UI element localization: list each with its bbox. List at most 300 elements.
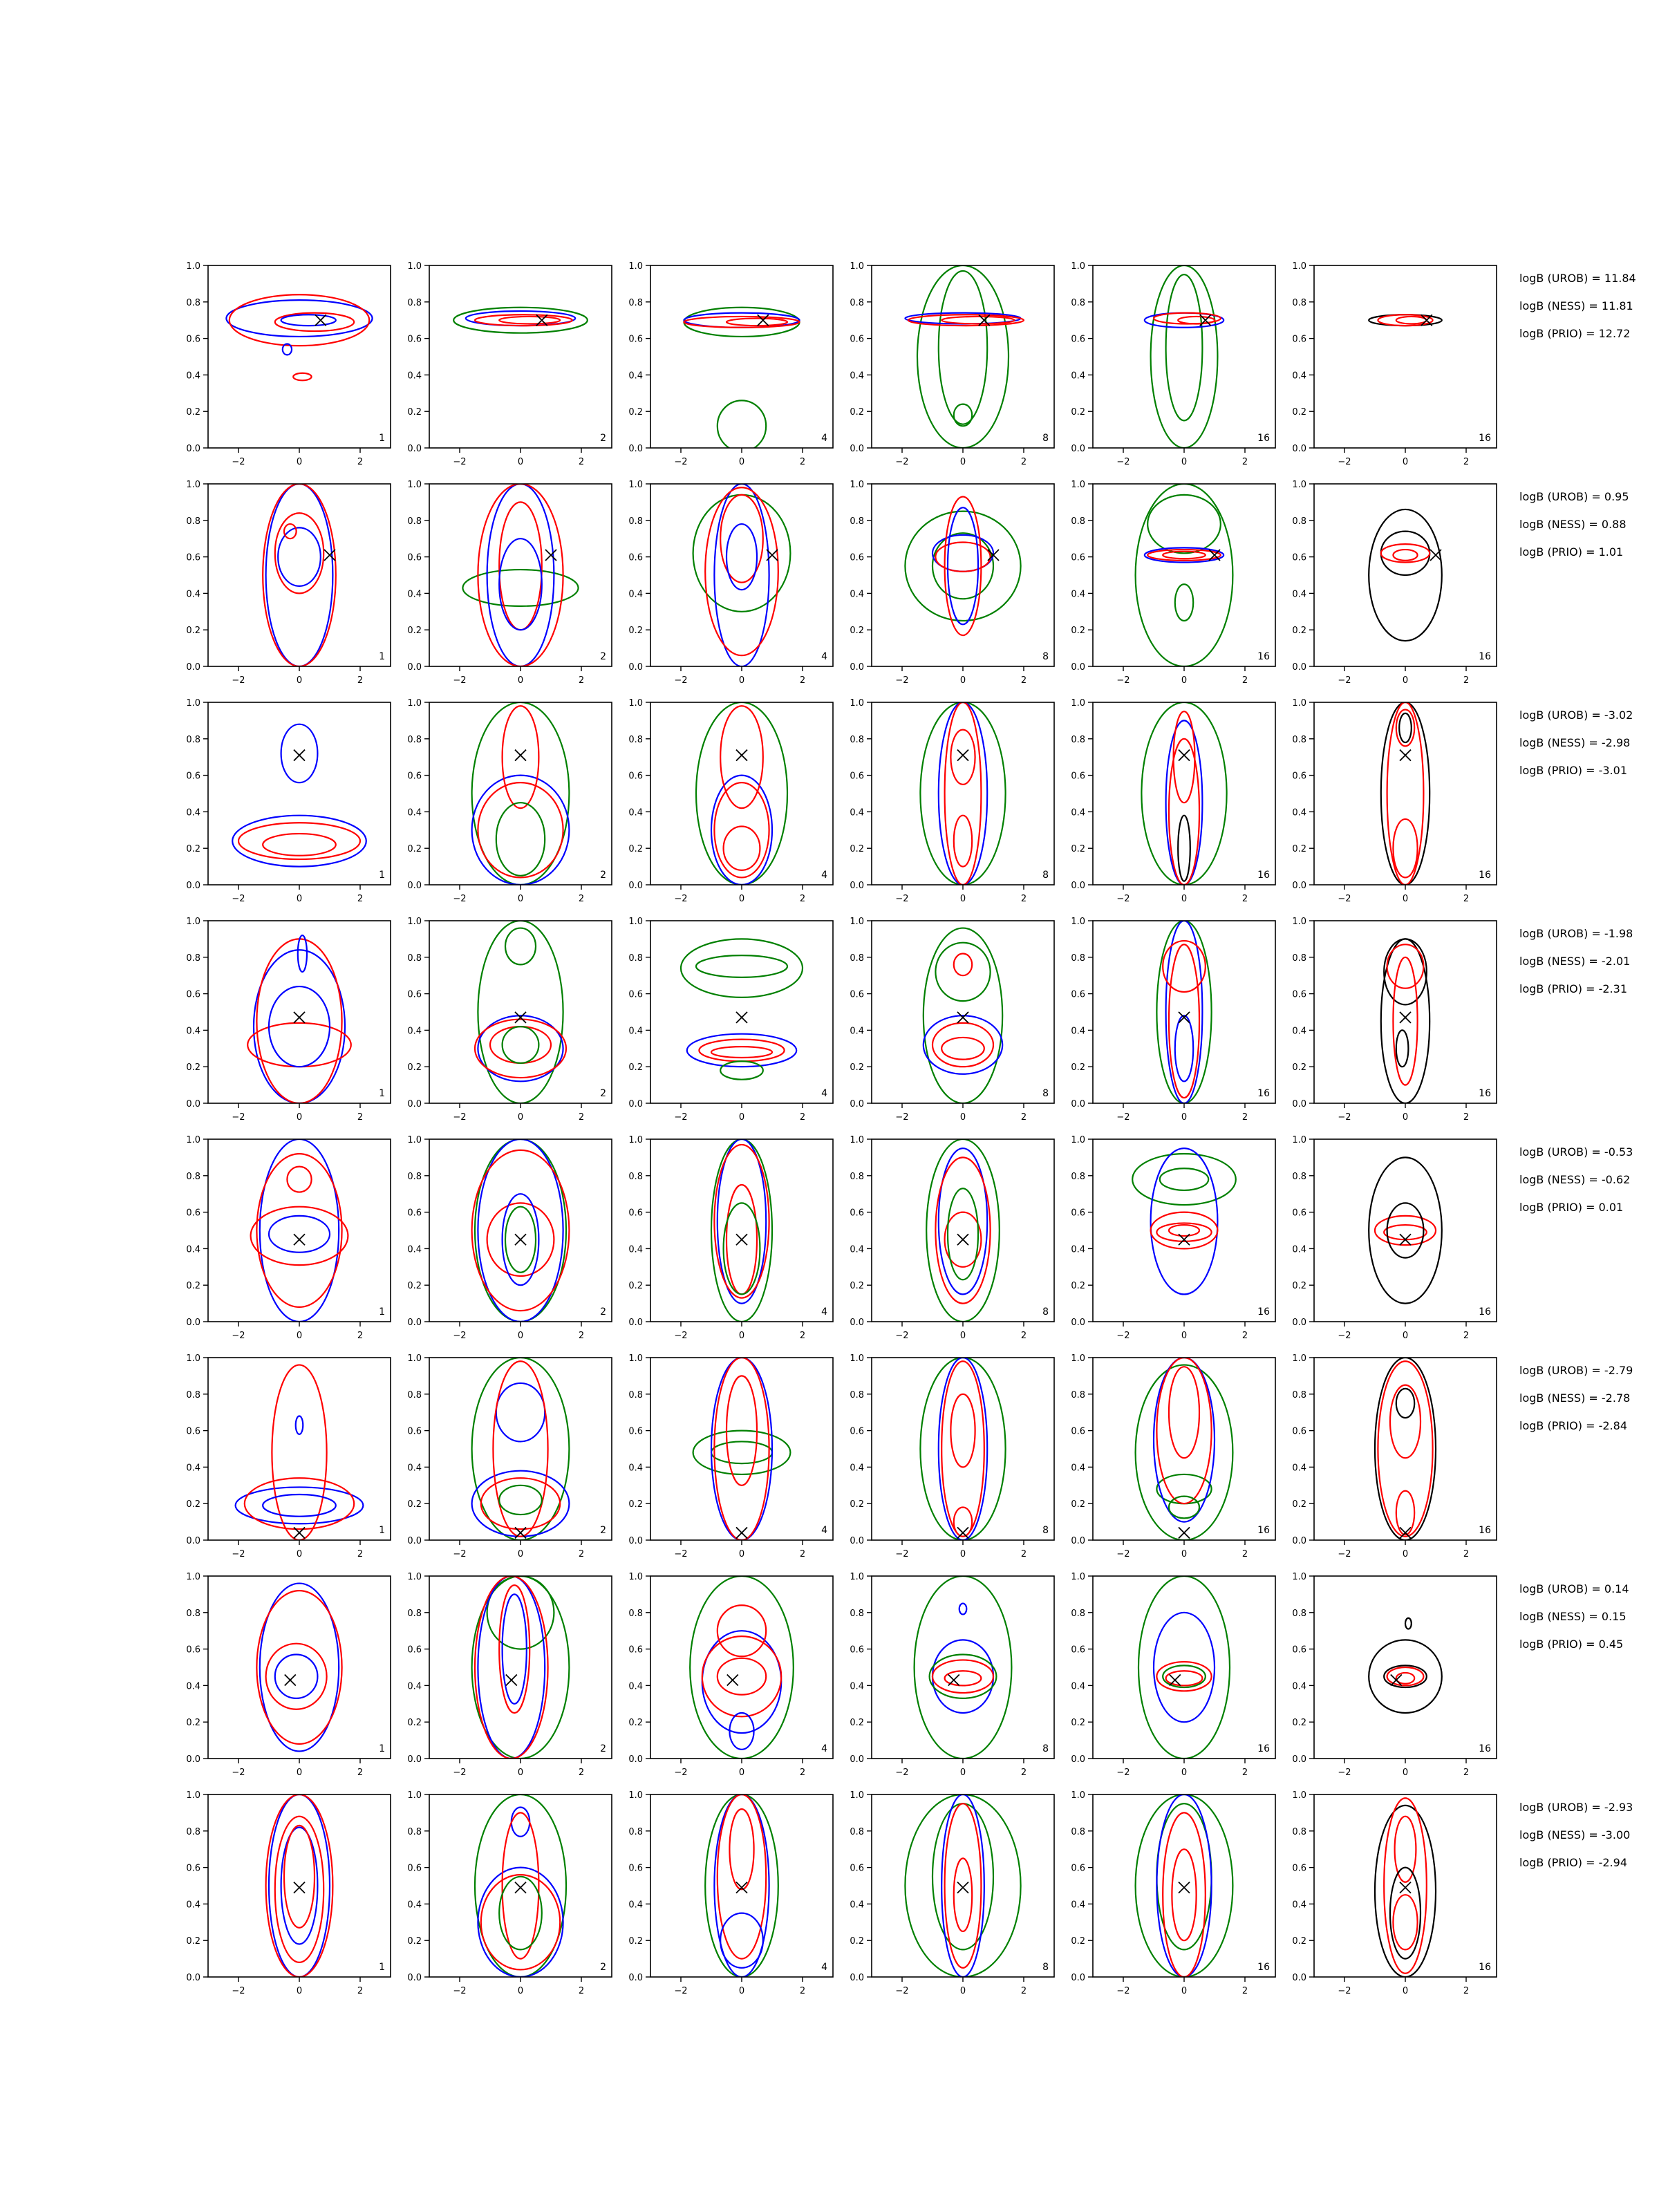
contour-line <box>263 484 336 666</box>
logb-annotation: logB (UROB) = -2.79 <box>1519 1364 1633 1377</box>
x-tick-label: 0 <box>738 1768 745 1778</box>
contour-line <box>284 524 297 538</box>
x-tick-label: 0 <box>1402 1986 1409 1996</box>
subplot-count-label: 16 <box>1479 1743 1491 1754</box>
y-tick-label: 0.2 <box>1071 1281 1085 1292</box>
y-tick-label: 0.4 <box>1071 1463 1085 1474</box>
y-tick-label: 1.0 <box>850 1790 864 1801</box>
contour-line <box>1393 1895 1417 1949</box>
subplot-count-label: 4 <box>821 433 827 444</box>
y-tick-label: 0.6 <box>186 1644 200 1656</box>
contour-line <box>1387 1203 1424 1257</box>
y-tick-label: 0.6 <box>186 1426 200 1437</box>
contour-line <box>954 954 972 976</box>
true-value-marker <box>545 550 556 561</box>
subplot-r3-c5 <box>1071 698 1275 904</box>
true-value-marker <box>957 750 968 761</box>
x-tick-label: 2 <box>1241 1986 1248 1996</box>
x-tick-label: −2 <box>232 457 245 467</box>
x-tick-label: 2 <box>578 894 585 904</box>
y-tick-label: 0.4 <box>850 1463 864 1474</box>
subplot-r3-c2 <box>407 698 612 904</box>
subplot-r5-c6 <box>1292 1135 1497 1341</box>
y-tick-label: 0.2 <box>186 1936 200 1947</box>
contour-group <box>475 921 566 1103</box>
subplot-count-label: 4 <box>821 870 827 881</box>
x-tick-label: −2 <box>1338 675 1351 686</box>
contour-group <box>1141 702 1226 885</box>
x-tick-label: 0 <box>296 894 303 904</box>
subplot-r1-c6 <box>1292 261 1497 467</box>
y-tick-label: 0.0 <box>1071 1099 1085 1109</box>
x-tick-label: 2 <box>799 1549 806 1559</box>
contour-line <box>1378 1361 1432 1536</box>
y-tick-label: 1.0 <box>1071 917 1085 927</box>
y-tick-label: 0.2 <box>628 407 643 418</box>
contour-line <box>939 1148 987 1294</box>
contour-line <box>714 782 769 877</box>
y-tick-label: 0.2 <box>1071 1718 1085 1729</box>
y-tick-label: 0.6 <box>1071 1644 1085 1656</box>
x-tick-label: 0 <box>738 457 745 467</box>
y-tick-label: 0.8 <box>1292 1171 1306 1182</box>
y-tick-label: 0.8 <box>850 297 864 308</box>
y-tick-label: 0.4 <box>407 807 422 818</box>
logb-annotation: logB (PRIO) = 1.01 <box>1519 545 1624 559</box>
contour-group <box>472 1576 570 1759</box>
y-tick-label: 0.8 <box>186 953 200 964</box>
y-tick-label: 0.6 <box>186 334 200 345</box>
axes-frame <box>429 702 612 885</box>
x-tick-label: 2 <box>1241 457 1248 467</box>
y-tick-label: 0.0 <box>407 881 422 891</box>
y-tick-label: 0.2 <box>628 1281 643 1292</box>
contour-line <box>1136 484 1233 666</box>
axes-frame <box>1314 702 1497 885</box>
x-tick-label: 2 <box>1463 1331 1470 1341</box>
subplot-r2-c1 <box>186 480 391 686</box>
y-tick-label: 0.0 <box>628 1754 643 1765</box>
contour-line <box>714 1794 769 1977</box>
x-tick-label: −2 <box>1116 1768 1130 1778</box>
contour-group <box>1369 1157 1442 1303</box>
contour-line <box>499 1485 542 1515</box>
y-tick-label: 1.0 <box>186 698 200 709</box>
y-tick-label: 1.0 <box>407 1135 422 1145</box>
x-tick-label: 2 <box>357 894 364 904</box>
contour-line <box>281 1828 318 1944</box>
y-tick-label: 0.4 <box>628 371 643 382</box>
subplot-r4-c2 <box>407 917 612 1123</box>
y-tick-label: 0.4 <box>850 1026 864 1037</box>
y-tick-label: 0.4 <box>628 1681 643 1692</box>
logb-annotation: logB (PRIO) = 12.72 <box>1519 327 1631 340</box>
logb-annotation: logB (NESS) = -2.98 <box>1519 736 1631 749</box>
y-tick-label: 0.6 <box>1292 1644 1306 1656</box>
y-tick-label: 1.0 <box>186 1353 200 1364</box>
y-tick-label: 0.6 <box>628 334 643 345</box>
contour-line <box>1169 1497 1199 1519</box>
subplot-count-label: 4 <box>821 1743 827 1754</box>
y-tick-label: 0.4 <box>1292 371 1306 382</box>
subplot-count-label: 1 <box>379 1088 385 1099</box>
contour-line <box>924 1015 1002 1074</box>
x-tick-label: 2 <box>1020 457 1027 467</box>
contour-line <box>478 1868 563 1977</box>
contour-line <box>1396 1389 1414 1418</box>
x-tick-label: −2 <box>232 894 245 904</box>
subplot-r7-c3 <box>628 1572 833 1778</box>
contour-line <box>948 1188 978 1280</box>
x-tick-label: 2 <box>357 1112 364 1123</box>
x-tick-label: −2 <box>674 1549 688 1559</box>
y-tick-label: 0.0 <box>1071 1536 1085 1546</box>
subplot-r8-c4 <box>850 1790 1054 1996</box>
subplot-r7-c5 <box>1071 1572 1275 1778</box>
contour-group <box>905 1794 1020 1977</box>
contour-group <box>690 1576 794 1759</box>
contour-line <box>278 527 321 585</box>
true-value-marker <box>736 1234 747 1245</box>
y-tick-label: 0.0 <box>1292 1536 1306 1546</box>
y-tick-label: 1.0 <box>628 917 643 927</box>
x-tick-label: 2 <box>1463 457 1470 467</box>
y-tick-label: 0.0 <box>628 1318 643 1328</box>
y-tick-label: 0.8 <box>1071 1389 1085 1400</box>
contour-line <box>1163 1812 1206 1977</box>
y-tick-label: 0.4 <box>1071 1900 1085 1911</box>
y-tick-label: 0.8 <box>407 734 422 745</box>
y-tick-label: 0.2 <box>186 844 200 855</box>
contour-group <box>236 1365 364 1540</box>
y-tick-label: 0.0 <box>186 1536 200 1546</box>
true-value-marker <box>1209 550 1220 561</box>
y-tick-label: 0.6 <box>1071 989 1085 1000</box>
y-tick-label: 0.6 <box>407 1426 422 1437</box>
contour-line <box>478 782 563 877</box>
contour-group <box>1381 702 1430 885</box>
true-value-marker <box>515 1012 526 1023</box>
subplot-count-label: 16 <box>1479 1088 1491 1099</box>
subplot-count-label: 1 <box>379 1743 385 1754</box>
x-tick-label: 0 <box>1181 675 1188 686</box>
y-tick-label: 0.8 <box>407 1826 422 1837</box>
y-tick-label: 0.2 <box>850 407 864 418</box>
logb-annotation: logB (UROB) = -0.53 <box>1519 1145 1633 1159</box>
contour-line <box>1396 1030 1409 1067</box>
contour-line <box>245 1478 354 1529</box>
y-tick-label: 0.6 <box>1292 989 1306 1000</box>
contour-line <box>1169 1367 1199 1458</box>
x-tick-label: −2 <box>232 1112 245 1123</box>
true-value-marker <box>515 1882 526 1893</box>
axes-frame <box>208 265 391 448</box>
x-tick-label: −2 <box>674 1768 688 1778</box>
subplot-count-label: 16 <box>1257 651 1270 662</box>
x-tick-label: −2 <box>674 1112 688 1123</box>
x-tick-label: 0 <box>517 1549 524 1559</box>
contour-line <box>293 373 311 381</box>
y-tick-label: 1.0 <box>1292 1572 1306 1582</box>
y-tick-label: 1.0 <box>1071 698 1085 709</box>
subplot-r1-c5 <box>1071 261 1275 467</box>
y-tick-label: 0.4 <box>1292 1681 1306 1692</box>
contour-line <box>711 776 772 885</box>
x-tick-label: 2 <box>1020 1768 1027 1778</box>
contour-group <box>232 724 366 867</box>
contour-line <box>939 1358 987 1540</box>
y-tick-label: 0.2 <box>1071 844 1085 855</box>
subplot-count-label: 2 <box>600 1306 606 1318</box>
subplot-r5-c2 <box>407 1135 612 1341</box>
x-tick-label: −2 <box>674 457 688 467</box>
y-tick-label: 0.6 <box>407 989 422 1000</box>
axes-frame <box>872 921 1054 1103</box>
contour-line <box>935 943 990 1001</box>
x-tick-label: −2 <box>1116 1331 1130 1341</box>
x-tick-label: 0 <box>1402 1112 1409 1123</box>
subplot-count-label: 1 <box>379 433 385 444</box>
contour-line <box>945 1803 982 1968</box>
y-tick-label: 0.4 <box>628 589 643 600</box>
contour-line <box>247 1023 351 1067</box>
contour-line <box>932 1660 993 1693</box>
x-tick-label: 0 <box>1402 457 1409 467</box>
y-tick-label: 0.2 <box>407 1718 422 1729</box>
contour-line <box>935 1157 990 1303</box>
contour-group <box>696 702 787 885</box>
y-tick-label: 0.0 <box>407 1318 422 1328</box>
subplot-r3-c6 <box>1292 698 1497 904</box>
y-tick-label: 0.0 <box>407 1973 422 1983</box>
subplot-count-label: 2 <box>600 1962 606 1973</box>
y-tick-label: 0.6 <box>1292 1863 1306 1874</box>
contour-line <box>1393 819 1417 877</box>
y-tick-label: 0.0 <box>186 444 200 454</box>
true-value-marker <box>957 1234 968 1245</box>
x-tick-label: −2 <box>895 675 909 686</box>
x-tick-label: −2 <box>453 1768 467 1778</box>
x-tick-label: 0 <box>1181 1549 1188 1559</box>
y-tick-label: 0.4 <box>1292 1463 1306 1474</box>
x-tick-label: 2 <box>1241 1768 1248 1778</box>
y-tick-label: 0.4 <box>186 1900 200 1911</box>
contour-group <box>256 1584 341 1752</box>
y-tick-label: 0.4 <box>628 1026 643 1037</box>
subplot-r5-c3 <box>628 1135 833 1341</box>
y-tick-label: 0.2 <box>407 1281 422 1292</box>
subplot-count-label: 1 <box>379 1306 385 1318</box>
subplot-count-label: 8 <box>1042 1525 1049 1536</box>
x-tick-label: 0 <box>517 1331 524 1341</box>
x-tick-label: 2 <box>578 1768 585 1778</box>
y-tick-label: 1.0 <box>628 261 643 272</box>
contour-line <box>1381 544 1430 562</box>
x-tick-label: 2 <box>799 457 806 467</box>
y-tick-label: 0.6 <box>850 334 864 345</box>
y-tick-label: 0.8 <box>628 734 643 745</box>
contour-line <box>487 484 554 666</box>
contour-line <box>1136 1365 1233 1540</box>
y-tick-label: 1.0 <box>407 917 422 927</box>
true-value-marker <box>1179 1527 1190 1538</box>
contour-line <box>505 928 536 965</box>
x-tick-label: 0 <box>296 1331 303 1341</box>
y-tick-label: 0.2 <box>1071 407 1085 418</box>
y-tick-label: 0.2 <box>1071 1499 1085 1510</box>
y-tick-label: 0.4 <box>1071 1244 1085 1255</box>
subplot-count-label: 2 <box>600 433 606 444</box>
axes-frame <box>1093 921 1275 1103</box>
contour-line <box>284 1826 315 1928</box>
y-tick-label: 0.4 <box>407 1026 422 1037</box>
x-tick-label: −2 <box>453 457 467 467</box>
y-tick-label: 0.6 <box>1071 1208 1085 1219</box>
y-tick-label: 0.4 <box>407 1681 422 1692</box>
x-tick-label: 0 <box>1181 1986 1188 1996</box>
contour-line <box>948 507 978 624</box>
y-tick-label: 0.8 <box>407 297 422 308</box>
axes-frame <box>429 921 612 1103</box>
subplot-count-label: 8 <box>1042 1088 1049 1099</box>
contour-line <box>932 1640 993 1713</box>
contour-line <box>941 317 1015 324</box>
y-tick-label: 1.0 <box>407 698 422 709</box>
y-tick-label: 0.8 <box>1292 516 1306 527</box>
contour-line <box>1178 317 1215 324</box>
y-tick-label: 0.0 <box>1071 1973 1085 1983</box>
contour-line <box>238 823 360 859</box>
y-tick-label: 0.8 <box>1292 1826 1306 1837</box>
y-tick-label: 0.8 <box>186 1826 200 1837</box>
y-tick-label: 1.0 <box>628 1353 643 1364</box>
y-tick-label: 1.0 <box>186 1572 200 1582</box>
y-tick-label: 0.2 <box>186 1062 200 1074</box>
x-tick-label: −2 <box>1116 1986 1130 1996</box>
x-tick-label: 0 <box>738 1331 745 1341</box>
y-tick-label: 0.6 <box>1292 552 1306 563</box>
y-tick-label: 0.6 <box>1292 771 1306 782</box>
subplot-count-label: 8 <box>1042 651 1049 662</box>
subplot-r5-c1 <box>186 1135 391 1341</box>
y-tick-label: 0.6 <box>186 552 200 563</box>
x-tick-label: 0 <box>1402 1768 1409 1778</box>
y-tick-label: 0.6 <box>186 989 200 1000</box>
y-tick-label: 0.4 <box>1292 589 1306 600</box>
contour-line <box>499 502 542 630</box>
y-tick-label: 0.2 <box>1071 626 1085 637</box>
contour-line <box>275 513 324 593</box>
y-tick-label: 0.4 <box>628 807 643 818</box>
y-tick-label: 0.4 <box>628 1463 643 1474</box>
contour-line <box>1175 1015 1193 1081</box>
contour-line <box>702 1631 781 1733</box>
y-tick-label: 1.0 <box>407 1572 422 1582</box>
y-tick-label: 0.2 <box>628 1062 643 1074</box>
y-tick-label: 0.8 <box>1071 1826 1085 1837</box>
x-tick-label: 2 <box>1241 894 1248 904</box>
x-tick-label: 2 <box>578 1986 585 1996</box>
y-tick-label: 1.0 <box>1292 480 1306 490</box>
subplot-count-label: 16 <box>1257 433 1270 444</box>
logb-annotation: logB (UROB) = 0.14 <box>1519 1582 1629 1595</box>
x-tick-label: 2 <box>1241 675 1248 686</box>
subplot-r1-c3 <box>628 261 833 467</box>
axes-frame <box>650 1576 833 1759</box>
x-tick-label: −2 <box>232 675 245 686</box>
x-tick-label: 2 <box>799 1986 806 1996</box>
contour-line <box>269 1216 330 1253</box>
contour-line <box>696 955 787 977</box>
contour-line <box>724 827 760 870</box>
y-tick-label: 0.6 <box>1292 1426 1306 1437</box>
x-tick-label: 0 <box>738 1112 745 1123</box>
y-tick-label: 1.0 <box>1071 261 1085 272</box>
y-tick-label: 0.6 <box>1071 1426 1085 1437</box>
true-value-marker <box>285 1674 296 1685</box>
subplot-count-label: 8 <box>1042 1962 1049 1973</box>
x-tick-label: 0 <box>1402 1549 1409 1559</box>
contour-line <box>711 1358 772 1540</box>
y-tick-label: 0.8 <box>628 1389 643 1400</box>
axes-frame <box>429 265 612 448</box>
subplot-count-label: 4 <box>821 1306 827 1318</box>
x-tick-label: 0 <box>517 675 524 686</box>
y-tick-label: 0.0 <box>186 881 200 891</box>
y-tick-label: 0.2 <box>186 626 200 637</box>
x-tick-label: 2 <box>578 675 585 686</box>
y-tick-label: 0.0 <box>628 1973 643 1983</box>
subplot-count-label: 16 <box>1479 870 1491 881</box>
y-tick-label: 0.8 <box>186 516 200 527</box>
y-tick-label: 0.4 <box>1292 1244 1306 1255</box>
y-tick-label: 0.0 <box>850 1973 864 1983</box>
y-tick-label: 0.6 <box>1071 771 1085 782</box>
contour-line <box>959 1604 967 1615</box>
contour-line <box>254 950 345 1103</box>
y-tick-label: 0.8 <box>1071 297 1085 308</box>
x-tick-label: 0 <box>959 1331 966 1341</box>
y-tick-label: 0.6 <box>186 771 200 782</box>
contour-line <box>690 1576 794 1759</box>
contour-group <box>705 1794 778 1977</box>
contour-group <box>453 308 588 333</box>
y-tick-label: 0.8 <box>850 1389 864 1400</box>
x-tick-label: 0 <box>296 675 303 686</box>
logb-annotation: logB (PRIO) = -2.94 <box>1519 1856 1627 1869</box>
true-value-marker <box>515 1234 526 1245</box>
contour-line <box>1405 1618 1412 1629</box>
contour-line <box>920 1358 1005 1540</box>
subplot-r3-c4 <box>850 698 1054 904</box>
true-value-marker <box>324 550 335 561</box>
x-tick-label: −2 <box>1338 1112 1351 1123</box>
y-tick-label: 0.8 <box>628 1826 643 1837</box>
x-tick-label: −2 <box>1338 1549 1351 1559</box>
subplot-r2-c2 <box>407 480 612 686</box>
y-tick-label: 0.2 <box>1292 1499 1306 1510</box>
contour-group <box>920 702 1005 885</box>
logb-annotation: logB (NESS) = -0.62 <box>1519 1173 1631 1186</box>
x-tick-label: 2 <box>1020 1549 1027 1559</box>
contour-line <box>229 294 369 346</box>
y-tick-label: 0.8 <box>1071 953 1085 964</box>
y-tick-label: 0.6 <box>850 1426 864 1437</box>
y-tick-label: 0.4 <box>407 371 422 382</box>
x-tick-label: 0 <box>1181 894 1188 904</box>
y-tick-label: 0.2 <box>1292 407 1306 418</box>
contour-line <box>269 986 330 1067</box>
